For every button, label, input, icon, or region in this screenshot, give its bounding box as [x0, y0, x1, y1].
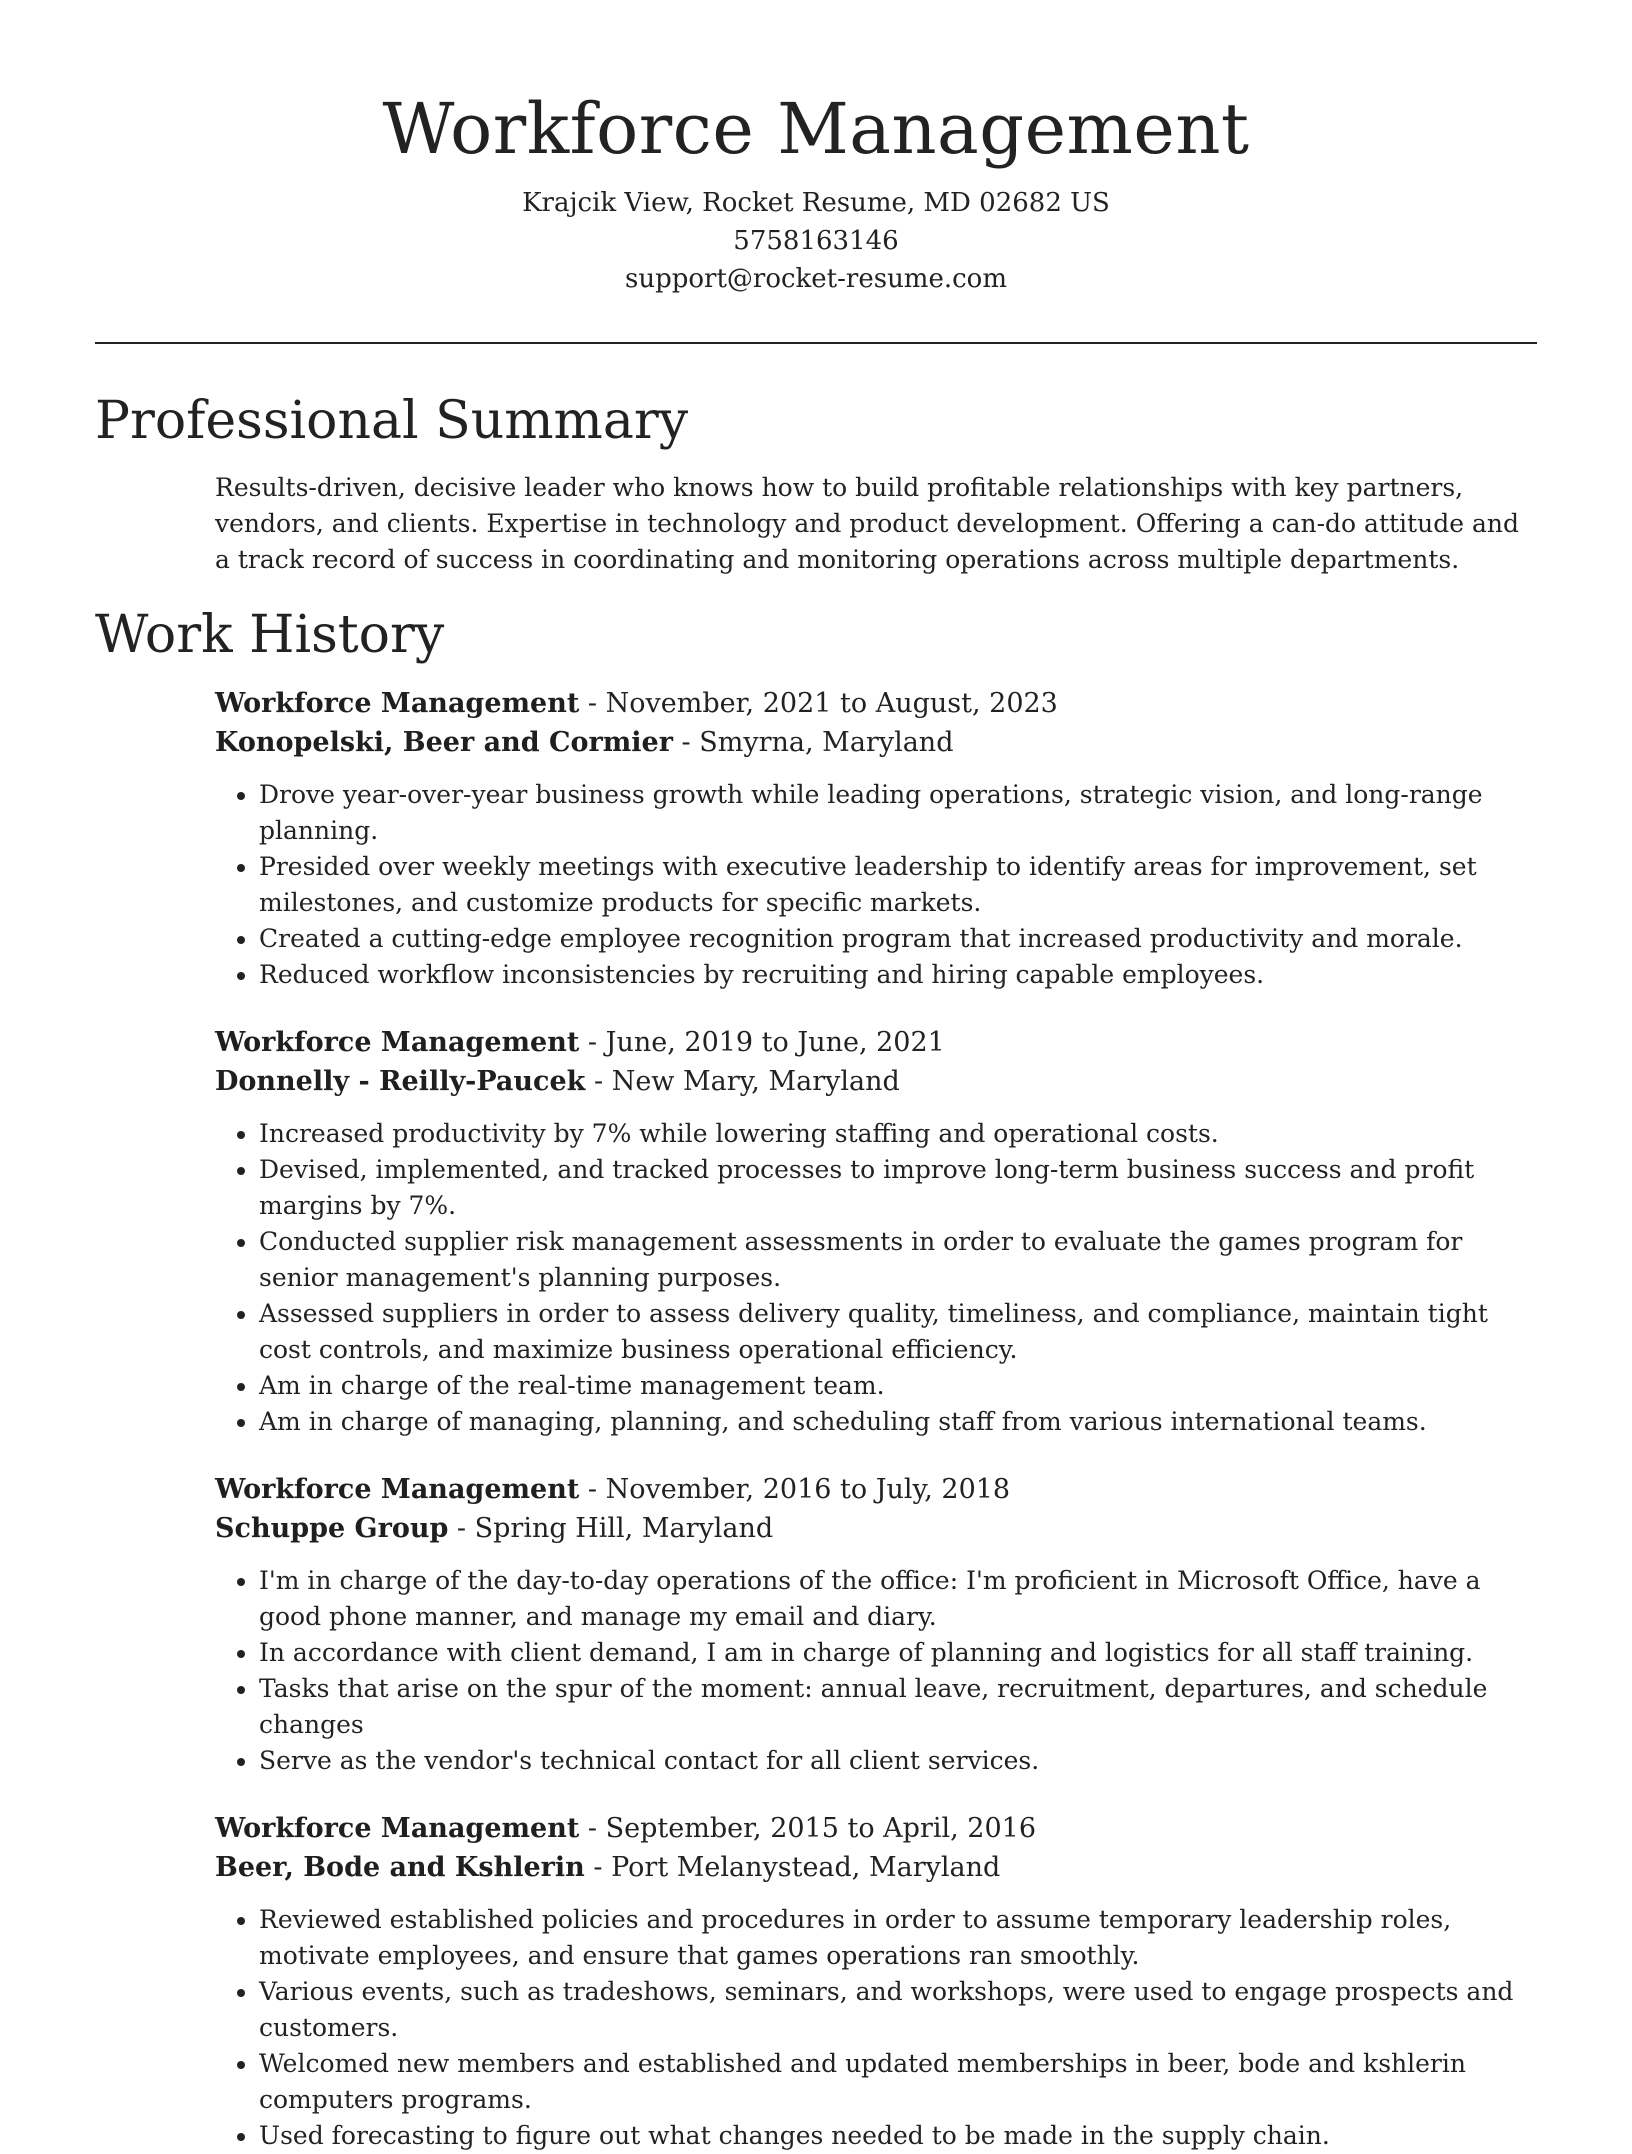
job-title-line [215, 1470, 1537, 1509]
job-location: Spring Hill, Maryland [474, 1513, 774, 1544]
job-bullet: • Welcomed new members and established and updated memberships in beer, bode and kshlerin computers programs. [259, 2046, 1537, 2118]
job-bullet: • Reviewed established policies and procedures in order to assume temporary leadership roles, motivate employees, and ensure that games operations ran smoothly. [259, 1902, 1537, 1974]
job-role: Workforce Management [215, 1474, 580, 1505]
job-bullet: • Devised, implemented, and tracked processes to improve long-term business success and profit margins by 7%. [259, 1152, 1537, 1224]
separator: - [448, 1513, 475, 1544]
separator: - [585, 1066, 612, 1097]
job-bullets [215, 777, 1537, 993]
candidate-name: Workforce Management [382, 88, 1250, 170]
section-title-work-history: Work History [95, 605, 445, 665]
job-bullet: • Used forecasting to figure out what changes needed to be made in the supply chain. [259, 2118, 1537, 2154]
job-entry [215, 1809, 1537, 2154]
job-bullet: • Conducted supplier risk management assessments in order to evaluate the games program for senior management's planning purposes. [259, 1224, 1537, 1296]
job-title-line [215, 1023, 1537, 1062]
job-location: Port Melanystead, Maryland [611, 1852, 1001, 1883]
job-bullet: • Various events, such as tradeshows, seminars, and workshops, were used to engage prospects and customers. [259, 1974, 1537, 2046]
job-location: New Mary, Maryland [611, 1066, 900, 1097]
header-divider [95, 342, 1537, 344]
job-role: Workforce Management [215, 1813, 580, 1844]
contact-email: support@rocket-resume.com [624, 264, 1007, 294]
job-entry [215, 1470, 1537, 1779]
contact-phone: 5758163146 [733, 226, 899, 256]
job-bullet: • Increased productivity by 7% while lowering staffing and operational costs. [259, 1116, 1537, 1152]
job-entry [215, 1023, 1537, 1440]
job-bullets [215, 1902, 1537, 2154]
separator: - [584, 1852, 612, 1883]
job-bullet: • Presided over weekly meetings with executive leadership to identify areas for improvement, set milestones, and customize products for specific markets. [259, 849, 1537, 921]
job-bullet: • Reduced workflow inconsistencies by recruiting and hiring capable employees. [259, 957, 1537, 993]
job-role: Workforce Management [215, 1027, 580, 1058]
job-role: Workforce Management [215, 688, 580, 719]
job-title-line [215, 684, 1537, 723]
job-company: Beer, Bode and Kshlerin [215, 1852, 585, 1883]
contact-address: Krajcik View, Rocket Resume, MD 02682 US [522, 188, 1110, 218]
job-bullet: • Created a cutting-edge employee recognition program that increased productivity and morale. [259, 921, 1537, 957]
job-bullet: • In accordance with client demand, I am in charge of planning and logistics for all staff training. [259, 1635, 1537, 1671]
job-company-line [215, 723, 1537, 762]
job-bullet: • Am in charge of managing, planning, and scheduling staff from various international teams. [259, 1404, 1537, 1440]
job-company-line [215, 1848, 1537, 1887]
job-bullet: • Assessed suppliers in order to assess delivery quality, timeliness, and compliance, maintain tight cost controls, and maximize business operational efficiency. [259, 1296, 1537, 1368]
separator: - [579, 1474, 606, 1505]
job-dates: June, 2019 to June, 2021 [605, 1027, 945, 1058]
job-bullets [215, 1563, 1537, 1779]
job-bullet: • Am in charge of the real-time management team. [259, 1368, 1537, 1404]
job-entry [215, 684, 1537, 993]
job-bullet: • I'm in charge of the day-to-day operations of the office: I'm proficient in Microsoft Office, have a good phone manner, and manage my email and diary. [259, 1563, 1537, 1635]
job-dates: November, 2016 to July, 2018 [605, 1474, 1011, 1505]
job-bullet: • Serve as the vendor's technical contact for all client services. [259, 1743, 1537, 1779]
job-dates: November, 2021 to August, 2023 [605, 688, 1058, 719]
job-company-line [215, 1062, 1537, 1101]
job-company: Donnelly - Reilly-Paucek [215, 1066, 586, 1097]
job-company-line [215, 1509, 1537, 1548]
separator: - [579, 688, 606, 719]
job-dates: September, 2015 to April, 2016 [605, 1813, 1037, 1844]
summary-section [215, 470, 1537, 578]
job-location: Smyrna, Maryland [699, 727, 954, 758]
job-bullet: • Tasks that arise on the spur of the moment: annual leave, recruitment, departures, and schedule changes [259, 1671, 1537, 1743]
job-bullet: • Drove year-over-year business growth while leading operations, strategic vision, and long-range planning. [259, 777, 1537, 849]
section-title-summary: Professional Summary [95, 391, 689, 451]
work-history-list [215, 684, 1537, 2154]
job-bullets [215, 1116, 1537, 1440]
job-company: Schuppe Group [215, 1513, 449, 1544]
separator: - [579, 1027, 606, 1058]
summary-text: Results-driven, decisive leader who knows how to build profitable relationships with key partners, vendors, and clients. Expertise in technology and product development. Offering a can-do attitude and a track record of success in coordinating and monitoring operations across multiple departments. [215, 473, 1519, 574]
separator: - [672, 727, 700, 758]
resume-header [95, 0, 1537, 298]
separator: - [579, 1813, 606, 1844]
job-title-line [215, 1809, 1537, 1848]
job-company: Konopelski, Beer and Cormier [215, 727, 673, 758]
